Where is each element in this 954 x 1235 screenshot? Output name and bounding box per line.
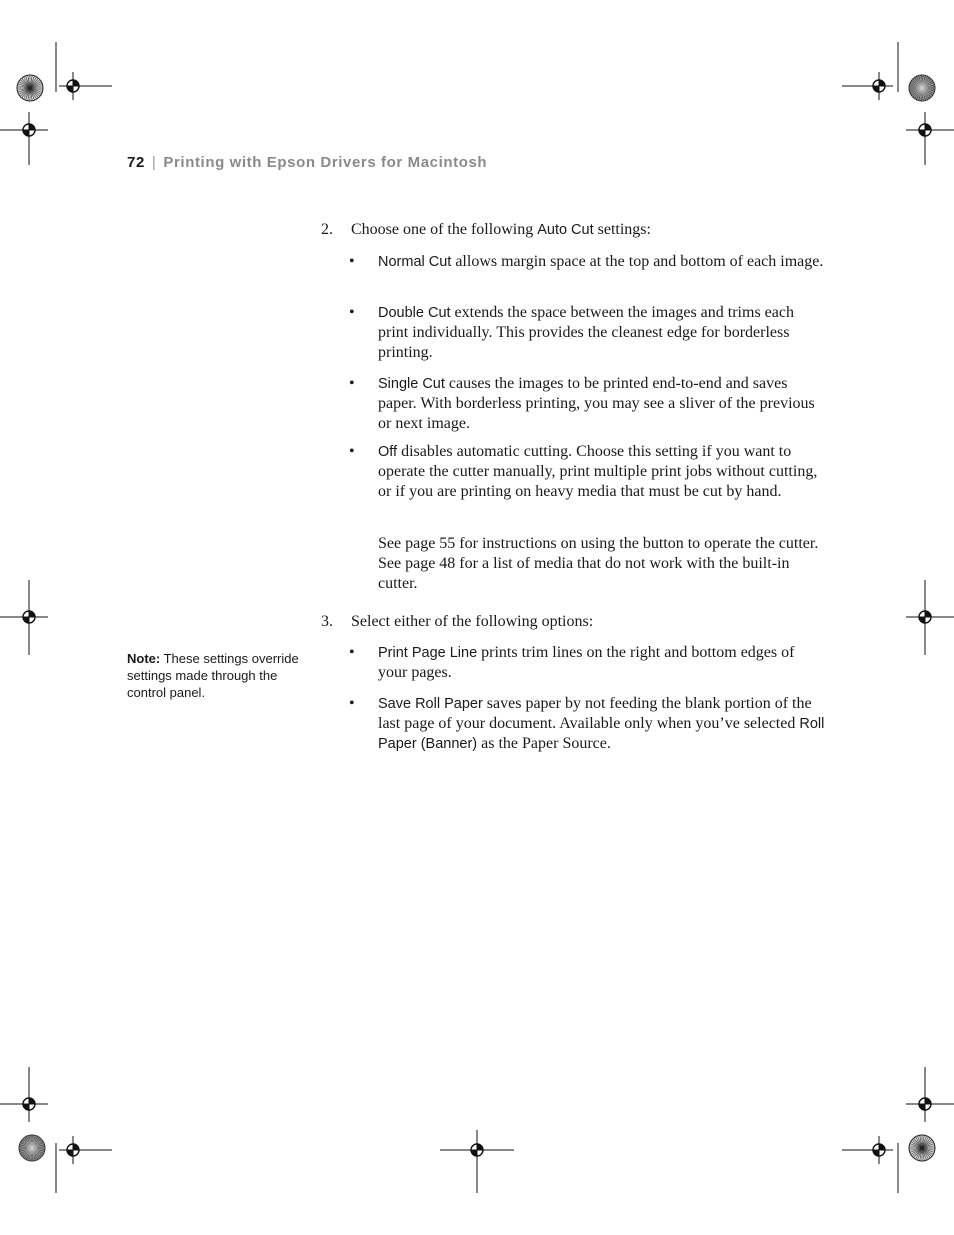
ui-term: Roll Paper (Banner) <box>378 716 825 752</box>
registration-target-icon <box>865 72 893 100</box>
followup-paragraph: See page 55 for instructions on using the button to operate the cutter. See page 48 for a list of media that do not work with the built-in cutter. <box>378 535 819 592</box>
chapter-title: Printing with Epson Drivers for Macintosh <box>163 154 488 171</box>
step-number: 3. <box>321 613 333 630</box>
bullet-icon: • <box>349 375 355 392</box>
registration-target-icon <box>463 1136 491 1164</box>
list-item-text <box>378 252 827 272</box>
starburst-target-icon <box>17 75 43 101</box>
registration-target-icon <box>911 1090 939 1118</box>
bullet-icon: • <box>349 695 355 712</box>
sidebar-note <box>127 650 302 701</box>
ui-term: Normal Cut <box>378 254 452 270</box>
bullet-icon: • <box>349 644 355 661</box>
list-item-body: saves paper by not feeding the blank portion of the last page of your document. Available only when you’ve selected <box>378 695 812 732</box>
list-item-text <box>378 442 827 502</box>
list-item-body: as the Paper Source. <box>477 735 611 752</box>
starburst-target-icon <box>909 75 935 101</box>
ui-term: Save Roll Paper <box>378 696 483 712</box>
running-header <box>127 154 487 171</box>
header-separator: | <box>151 154 157 171</box>
list-item-text <box>378 694 827 754</box>
list-item-body: disables automatic cutting. Choose this setting if you want to operate the cutter manually, print multiple print jobs without cutting, or if you are printing on heavy media that must be cut by hand. <box>378 443 818 500</box>
note-text: These settings override settings made through the control panel. <box>127 651 299 700</box>
list-item-text <box>378 374 827 434</box>
step-text-after: settings: <box>593 221 651 238</box>
ui-term: Off <box>378 444 398 460</box>
starburst-target-icon <box>909 1135 935 1161</box>
list-item-body: causes the images to be printed end-to-end and saves paper. With borderless printing, you may see a sliver of the previous or next image. <box>378 375 815 432</box>
ui-term: Double Cut <box>378 305 451 321</box>
list-item-body: prints trim lines on the right and bottom edges of your pages. <box>378 644 795 681</box>
registration-target-icon <box>59 72 87 100</box>
list-item-text <box>378 303 827 363</box>
ui-term: Print Page Line <box>378 645 478 661</box>
step-number: 2. <box>321 221 333 238</box>
step-ui-term: Auto Cut <box>537 222 594 238</box>
list-item-body: allows margin space at the top and bottom of each image. <box>451 253 824 270</box>
starburst-target-icon <box>19 1135 45 1161</box>
registration-target-icon <box>15 1090 43 1118</box>
step-text <box>351 220 651 240</box>
note-label: Note: <box>127 651 161 666</box>
list-item-body: extends the space between the images and trims each print individually. This provides the cleanest edge for borderless printing. <box>378 304 794 361</box>
page-number: 72 <box>127 154 145 171</box>
bullet-icon: • <box>349 253 355 270</box>
list-item-text <box>378 643 827 683</box>
ui-term: Single Cut <box>378 376 445 392</box>
bullet-icon: • <box>349 304 355 321</box>
registration-target-icon <box>865 1136 893 1164</box>
registration-target-icon <box>15 603 43 631</box>
registration-target-icon <box>59 1136 87 1164</box>
bullet-icon: • <box>349 443 355 460</box>
step-text-before: Choose one of the following <box>351 221 538 238</box>
registration-target-icon <box>911 603 939 631</box>
step-text: Select either of the following options: <box>351 613 594 630</box>
